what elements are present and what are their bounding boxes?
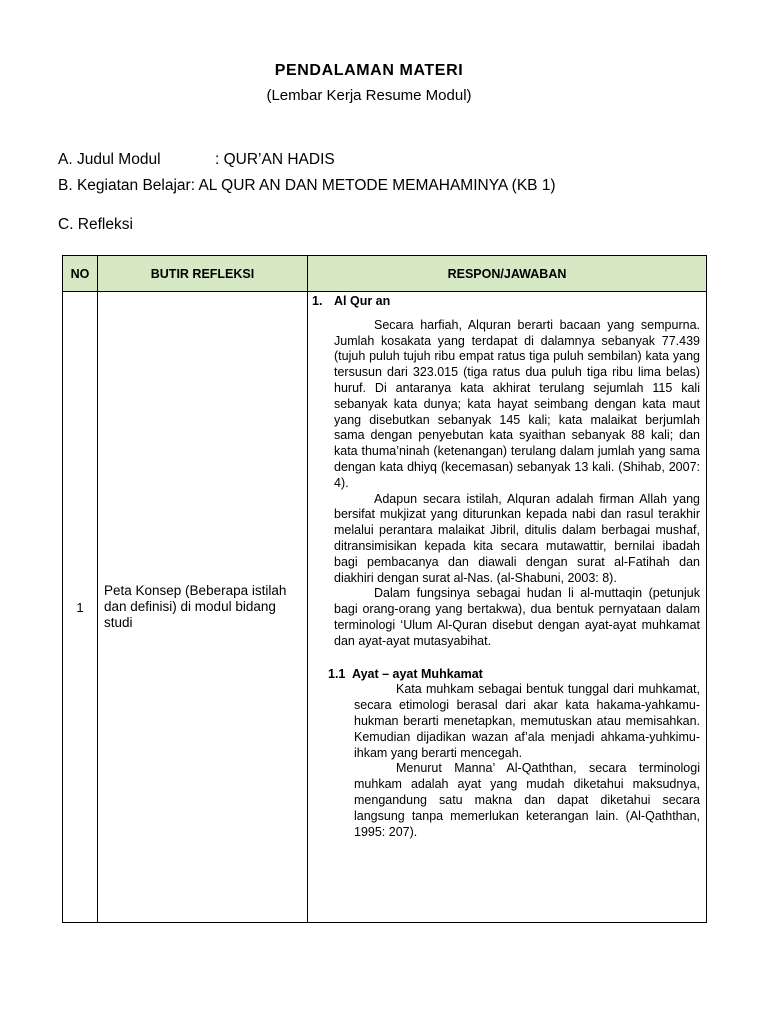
header-butir-refleksi: BUTIR REFLEKSI [98,256,308,292]
header-no: NO [63,256,98,292]
meta-kegiatan-belajar [58,177,556,195]
refleksi-table [62,255,707,923]
table-header-row [63,256,707,292]
section-heading-text: Al Qur an [334,294,391,308]
section-refleksi-heading: C. Refleksi [58,216,133,233]
subsection-body-muhkamat [354,682,700,840]
paragraph: Secara harfiah, Alquran berarti bacaan yang sempurna. Jumlah kosakata yang terdapat di dalamnya sebanyak 77.439 (tujuh puluh tujuh ribu empat ratus tiga puluh sembilan) kata yang tersusun dari 323.015 (tiga ratus dua puluh tiga ribu lima belas) huruf. Di antaranya kata akhirat terulang sejumlah 115 kali sebanyak kata dunya; kata hayat seimbang dengan kata maut yang disebutkan sebanyak 145 kali; kata malaikat berjumlah sama dengan penyebutan kata syaithan sebanyak 88 kali; dan kata thuma’ninah (ketenangan) terulang dalam jumlah yang sama dengan kata dhiyq (kecemasan) sebanyak 13 kali. (Shihab, 2007: 4). [334,317,700,490]
meta-judul-modul [58,151,335,169]
meta-kegiatan-belajar-label: B. Kegiatan Belajar [58,177,191,194]
paragraph: Kata muhkam sebagai bentuk tunggal dari muhkamat, secara etimologi berasal dari akar kata hakama-yahkamu-hukman berarti menetapkan, memutuskan atau memisahkan. Kemudian dijadikan wazan af’ala menjadi ahkama-yuhkimu-ihkam yang berarti mencegah. [354,682,700,760]
table-row [63,292,707,923]
page-subtitle: (Lembar Kerja Resume Modul) [266,87,472,104]
subsection-heading-text: Ayat – ayat Muhkamat [352,666,483,681]
meta-judul-modul-label: A. Judul Modul [58,151,161,168]
paragraph: Adapun secara istilah, Alquran adalah firman Allah yang bersifat mukjizat yang diturunkan kepada nabi dan rasul terakhir melalui perantara malaikat Jibril, ditulis dalam berbagai mushaf, ditransimisikan kepada kita secara mutawattir, bernilai ibadah bagi pembacanya dan diawali dengan surat al-Fatihah dan diakhiri dengan surat al-Nas. (al-Shabuni, 2003: 8). [334,491,700,585]
section-heading-number: 1. [312,294,323,308]
section-body-al-quran [334,318,700,650]
page-title: PENDALAMAN MATERI [274,62,464,79]
paragraph: Menurut Manna’ Al-Qaththan, secara terminologi muhkam adalah ayat yang mudah diketahui maksudnya, mengandung satu makna dan dapat diketahui secara langsung tanpa memerlukan keterangan lain. (Al-Qaththan, 1995: 207). [354,761,700,839]
subsection-heading-muhkamat [328,667,700,683]
header-respon-jawaban: RESPON/JAWABAN [308,256,707,292]
section-heading-al-quran [312,294,700,310]
row-number: 1 [63,292,98,923]
paragraph: Dalam fungsinya sebagai hudan li al-muttaqin (petunjuk bagi orang-orang yang bertakwa), dua bentuk pernyataan dalam terminologi ‘Ulum Al-Quran disebut dengan ayat-ayat muhkamat dan ayat-ayat mutasyabihat. [334,586,700,648]
meta-judul-modul-value: : QUR’AN HADIS [215,151,335,168]
subsection-heading-number: 1.1 [328,666,346,681]
row-respon-jawaban [308,292,707,923]
row-butir-refleksi: Peta Konsep (Beberapa istilah dan definisi) di modul bidang studi [98,292,308,923]
meta-kegiatan-belajar-value: : AL QUR AN DAN METODE MEMAHAMINYA (KB 1) [190,177,556,194]
